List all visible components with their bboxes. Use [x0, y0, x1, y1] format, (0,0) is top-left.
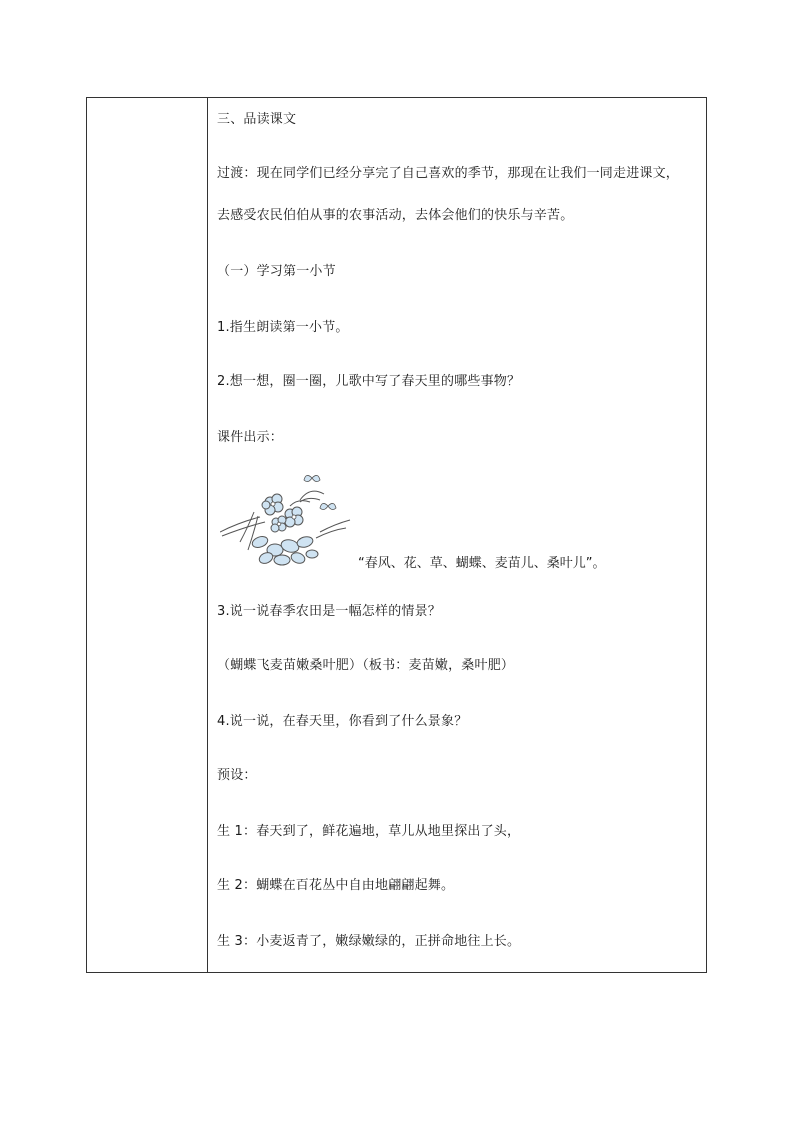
section-title: 三、品读课文 — [217, 112, 297, 127]
step-2: 2.想一想，圈一圈，儿歌中写了春天里的哪些事物？ — [217, 374, 521, 389]
content-column — [208, 98, 706, 972]
transition-line-1: 过渡：现在同学们已经分享完了自己喜欢的季节，那现在让我们一同走进课文， — [217, 166, 680, 181]
step-1: 1.指生朗读第一小节。 — [217, 320, 349, 335]
step-3: 3.说一说春季农田是一幅怎样的情景？ — [217, 604, 442, 619]
left-column — [87, 98, 208, 972]
student-1-response: 生 1：春天到了，鲜花遍地，草儿从地里探出了头， — [217, 824, 521, 839]
transition-line-2: 去感受农民伯伯从事的农事活动，去体会他们的快乐与辛苦。 — [217, 208, 574, 223]
lesson-table — [86, 97, 707, 973]
preset-label: 预设： — [217, 768, 257, 783]
courseware-label: 课件出示： — [217, 430, 284, 445]
step-4: 4.说一说，在春天里，你看到了什么景象？ — [217, 714, 468, 729]
courseware-caption: “春风、花、草、蝴蝶、麦苗儿、桑叶儿”。 — [358, 556, 606, 571]
subsection-title: （一）学习第一小节 — [217, 264, 336, 279]
student-2-response: 生 2：蝴蝶在百花丛中自由地翩翩起舞。 — [217, 878, 455, 893]
step-3-answer: （蝴蝶飞麦苗嫩桑叶肥）（板书：麦苗嫩，桑叶肥） — [217, 658, 515, 673]
spring-flowers-illustration — [220, 472, 360, 572]
student-3-response: 生 3：小麦返青了，嫩绿嫩绿的，正拼命地往上长。 — [217, 934, 521, 949]
